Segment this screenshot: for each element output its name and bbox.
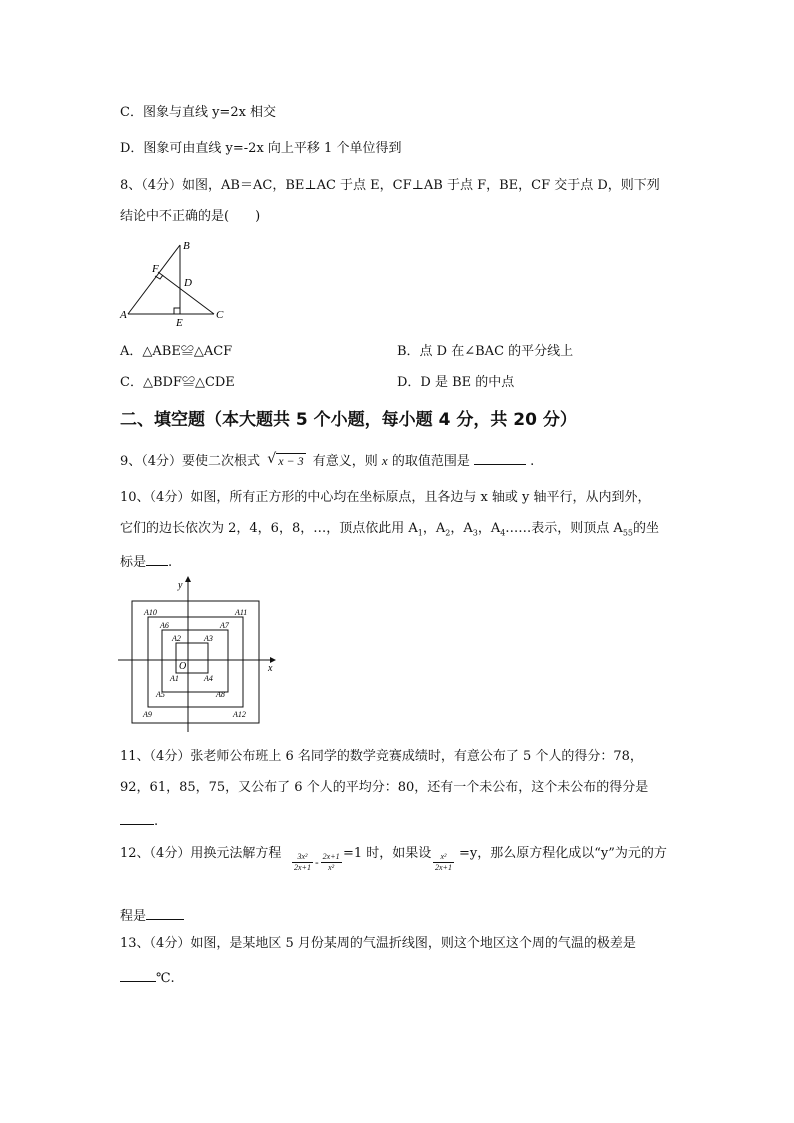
label-a12: A12 [233,710,246,719]
origin-label: O [179,661,187,672]
label-a11: A11 [235,608,248,617]
q13-stem-line1: 13、（4分）如图，是某地区 5 月份某周的气温折线图，则这个地区这个周的气温的极差是 [120,936,636,951]
label-a5: A5 [156,690,165,699]
q11-answer-blank[interactable] [120,810,154,825]
q8-stem-line2: 结论中不正确的是( ) [120,209,261,224]
section-2-heading: 二、填空题（本大题共 5 个小题，每小题 4 分，共 20 分） [120,410,577,430]
q13-answer-blank[interactable] [120,967,156,982]
x-label: x [268,663,273,674]
q8-stem-line1: 8、（4分）如图，AB＝AC，BE⊥AC 于点 E，CF⊥AB 于点 F，BE，CF 交于点 D，则下列 [120,178,660,193]
q8-option-a: A．△ABE≌△ACF [120,344,233,359]
q10-stem-line2: 它们的边长依次为 2，4，6，8，…，顶点依此用 $A_1$，$A_2$，$A_3$，$A_4\dots\dots$表示，则顶点 $A_{55}$的坐 [120,521,660,538]
label-a3: A3 [204,634,213,643]
fraction-2: $\frac{2x+1}{\text{x²}}$ [322,852,340,872]
label-e: E [176,317,183,329]
right-angle-e [174,308,180,314]
fraction-3: $\frac{\text{x²}}{2x+1}$ [435,852,452,872]
label-a2: A2 [172,634,181,643]
label-a7: A7 [220,621,229,630]
right-angle-f [155,275,163,279]
label-f: F [152,263,159,275]
q8-option-b: B．点 D 在∠BAC 的平分线上 [397,344,574,359]
fraction-1: $\frac{\text{3x²}}{2x+1}$ [294,852,311,872]
q10-squares-figure [118,576,280,736]
label-d: D [184,277,192,289]
label-a10: A10 [144,608,157,617]
label-a: A [120,309,127,321]
radical-sign: √ [267,451,277,467]
q11-stem-line2: 92，61，85，75，又公布了 6 个人的平均分：80，还有一个未公布，这个未公布的得分是 [120,780,649,795]
option-d-prev: D．图象可由直线 y=-2x 向上平移 1 个单位得到 [120,141,402,156]
segment-ab [128,245,180,314]
q10-answer-blank[interactable] [146,551,168,566]
option-c-prev: C．图象与直线 y=2x 相交 [120,105,277,120]
square-outer [132,601,259,723]
q9-stem: 9、（4分）要使二次根式 √ x − 3 有意义，则 x 的取值范围是 . [120,451,535,469]
q12-stem-line1: 12、（4分）用换元法解方程 [120,846,282,861]
q12-stem-line1c: =y，那么原方程化成以“y”为元的方 [459,846,667,861]
q12-stem-line2: 程是 [120,905,184,926]
q10-stem-line1: 10、（4分）如图，所有正方形的中心均在坐标原点，且各边与 x 轴或 y 轴平行，从内到外， [120,490,651,505]
q9-answer-blank[interactable] [474,450,526,465]
label-a8: A8 [216,690,225,699]
q12-equation: $\frac{\text{3x²}}{2x+1}$ - $\frac{2x+1}{\text{x²}}$ [294,852,340,872]
label-b: B [183,240,190,252]
label-a9: A9 [143,710,152,719]
q11-stem-line3: . [120,810,158,831]
q10-stem-line3: 标是 . [120,551,172,572]
q8-option-c: C．△BDF≌△CDE [120,375,235,390]
q8-option-d: D．D 是 BE 的中点 [397,375,515,390]
label-c: C [216,309,224,321]
y-axis-arrow [185,576,191,582]
q13-stem-line2: ℃. [120,967,175,988]
q9-radical: √ x − 3 [267,451,304,468]
label-a6: A6 [160,621,169,630]
label-a4: A4 [204,674,213,683]
q8-triangle-figure [118,238,230,330]
q11-stem-line1: 11、（4分）张老师公布班上 6 名同学的数学竞赛成绩时，有意公布了 5 个人的得分：78， [120,749,643,764]
q12-answer-blank[interactable] [146,905,184,920]
q12-substitution [431,852,456,873]
label-a1: A1 [170,674,179,683]
y-label: y [178,580,183,591]
q12-stem-line1b: =1 时，如果设 [343,846,432,861]
